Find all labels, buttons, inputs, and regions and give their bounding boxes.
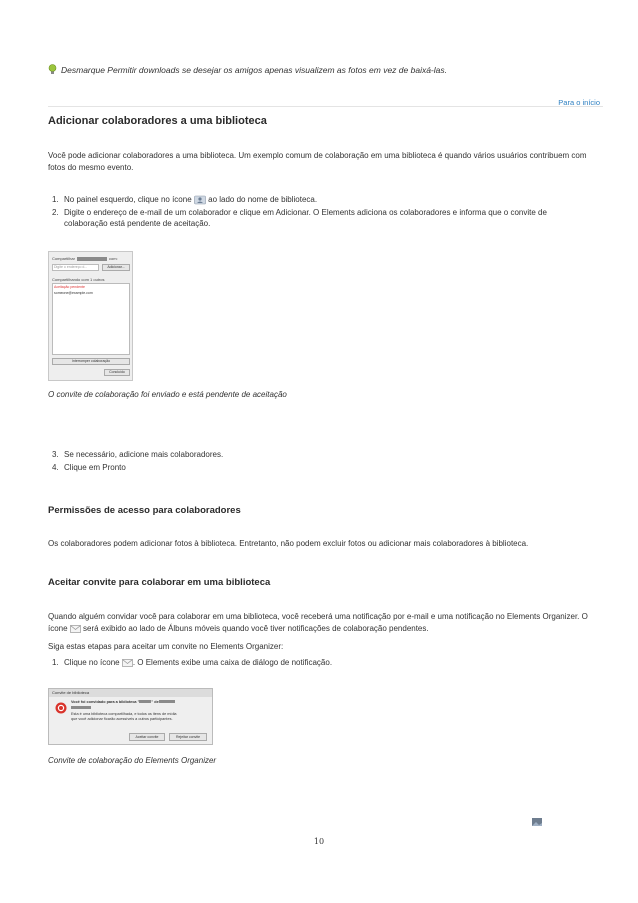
redacted-owner-name [159, 700, 175, 703]
share-label: Compartilhar [52, 256, 75, 261]
section-divider [48, 106, 603, 107]
section-title-add-collaborators: Adicionar colaboradores a uma biblioteca [48, 115, 267, 127]
accept-paragraph-2: Siga estas etapas para aceitar um convite no Elements Organizer: [48, 642, 284, 651]
permissions-paragraph: Os colaboradores podem adicionar fotos à biblioteca. Entretanto, não podem excluir fotos ou adicionar mais colaboradores à biblioteca. [48, 539, 529, 548]
image-placeholder-icon [532, 818, 542, 826]
section-title-accept-invite: Aceitar convite para colaborar em uma biblioteca [48, 577, 271, 588]
accept-invite-button[interactable]: Aceitar convite [129, 733, 165, 741]
redacted-library-name [139, 700, 151, 703]
library-invite-dialog [48, 688, 213, 745]
dialog-title: Convite de biblioteca [49, 689, 212, 697]
figure-caption: O convite de colaboração foi enviado e está pendente de aceitação [48, 390, 287, 399]
reject-invite-button[interactable]: Rejeitar convite [169, 733, 207, 741]
figure-caption: Convite de colaboração do Elements Organizer [48, 756, 217, 765]
intro-paragraph: Você pode adicionar colaboradores a uma biblioteca. Um exemplo comum de colaboração em uma biblioteca é quando vários usuários contribuem com fotos do mesmo evento. [48, 151, 587, 172]
invite-body-line-2: que você adicionar ficarão acessíveis a outros participantes. [71, 717, 173, 721]
notification-envelope-icon [70, 625, 81, 633]
redacted-library-name [77, 257, 107, 261]
email-input[interactable]: Digite o endereço d... [52, 264, 99, 271]
invite-body-line-1: Esta é uma biblioteca compartilhada, e todos os itens de mídia [71, 712, 177, 716]
collaborator-list [52, 283, 130, 355]
lightbulb-icon [48, 64, 57, 75]
tip-note [48, 64, 447, 75]
shared-with-label: Compartilhando com 1 outros [52, 277, 105, 282]
collaborator-email: someone@example.com [54, 291, 93, 295]
share-suffix: com: [109, 256, 118, 261]
redacted-owner-email [71, 706, 91, 709]
accept-paragraph-1: Quando alguém convidar você para colaborar em uma biblioteca, você receberá uma notificação por e-mail e uma notificação no Elements Organizer. O ícone será exibido ao lado de Álbuns móveis quando você tiver notificações de colaboração pendentes. [48, 612, 588, 633]
pending-status: Aceitação pendente [54, 285, 85, 289]
stop-collaboration-button[interactable]: Interromper colaboração [52, 358, 130, 365]
list-item: 3. Se necessário, adicione mais colaboradores. [52, 450, 224, 459]
list-item: 2. Digite o endereço de e-mail de um colaborador e clique em Adicionar. O Elements adiciona os colaboradores e informa que o convite de colaboração está pendente de aceitação. [52, 207, 547, 228]
accept-steps-list [52, 657, 592, 670]
share-library-icon [194, 195, 206, 205]
section-title-permissions: Permissões de acesso para colaboradores [48, 505, 241, 516]
done-button[interactable]: Concluído [104, 369, 130, 376]
list-item: 1. Clique no ícone . O Elements exibe uma caixa de diálogo de notificação. [52, 658, 333, 667]
list-item: 1. No painel esquerdo, clique no ícone ao lado do nome de biblioteca. [52, 195, 318, 204]
invite-alert-icon [55, 702, 67, 714]
add-button[interactable]: Adicionar... [102, 264, 130, 271]
notification-envelope-icon [122, 659, 133, 667]
tip-text: Desmarque Permitir downloads se desejar os amigos apenas visualizem as fotos em vez de baixá-las. [61, 64, 447, 75]
back-to-top-link[interactable]: Para o início [558, 98, 600, 107]
share-library-dialog [48, 251, 133, 381]
invite-headline: Você foi convidado para a biblioteca " " de [71, 700, 175, 704]
steps-list [52, 194, 592, 231]
page-number: 10 [313, 837, 325, 846]
steps-list-continued [52, 449, 592, 474]
list-item: 4. Clique em Pronto [52, 462, 126, 472]
